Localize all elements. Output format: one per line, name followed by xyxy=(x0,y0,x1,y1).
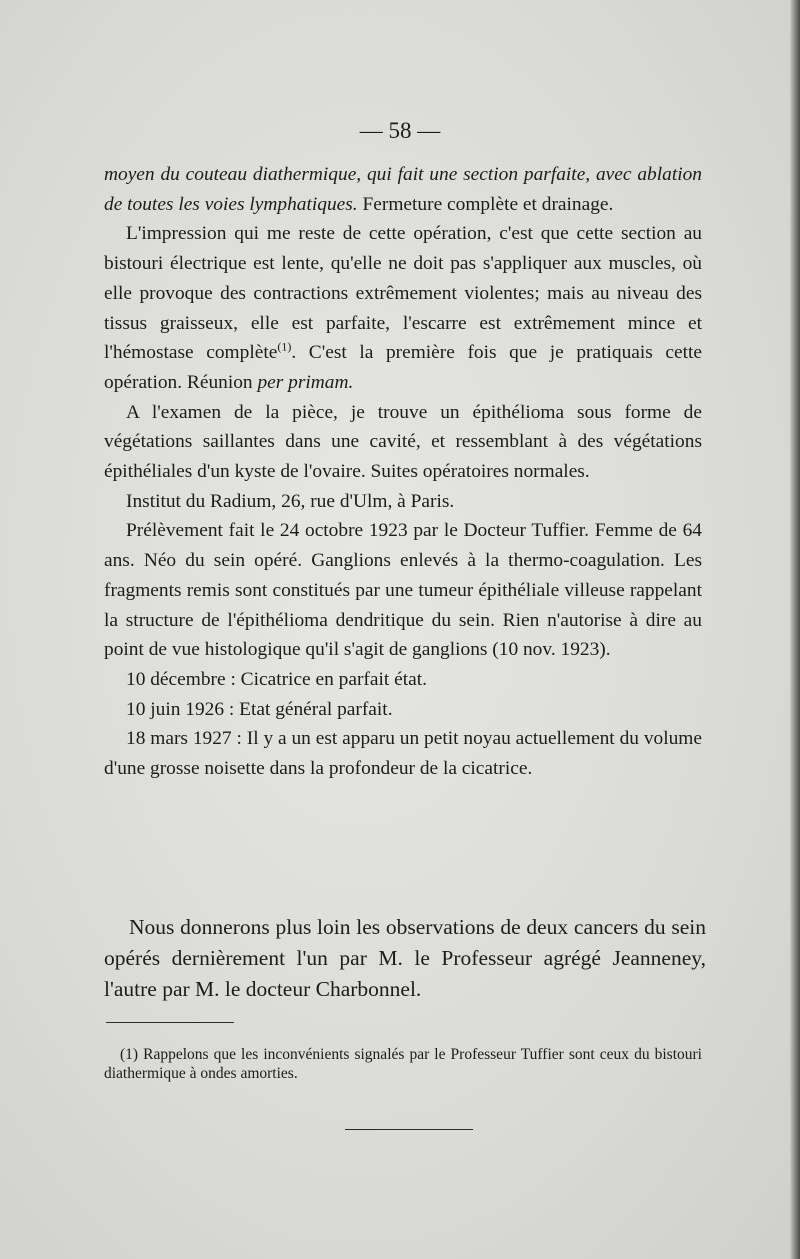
page-number: — 58 — xyxy=(359,118,441,143)
paragraph-4: Institut du Radium, 26, rue d'Ulm, à Paris. xyxy=(126,490,455,512)
closing-paragraph: Nous donnerons plus loin les observations de deux cancers du sein opérés dernièrement l'un par M. le Professeur agrégé Jeanneney, l'autre par M. le docteur Charbonnel. xyxy=(104,915,706,1001)
footnote-separator xyxy=(106,1022,234,1023)
paragraph-1-text: Fermeture complète et drainage. xyxy=(357,193,614,215)
paragraph-2-italic: per primam. xyxy=(257,371,354,393)
end-rule xyxy=(345,1129,473,1130)
paragraph-2 xyxy=(104,219,702,397)
paragraph-3: A l'examen de la pièce, je trouve un épithélioma sous forme de végétations saillantes dans une cavité, et ressemblant à des végétations épithéliales d'un kyste de l'ovaire. Suites opératoires normales. xyxy=(104,401,702,483)
footnote-text: Rappelons que les inconvénients signalés par le Professeur Tuffier sont ceux du bistouri diathermique à ondes amorties. xyxy=(104,1046,702,1082)
paragraph-2-text-continued: . C'est la première fois que je pratiquais cette opération. Réunion xyxy=(104,342,702,393)
page-edge-shadow xyxy=(790,0,800,1259)
body-text xyxy=(104,160,702,784)
paragraph-1 xyxy=(104,160,702,219)
footnote-marker: (1) xyxy=(120,1046,139,1063)
paragraph-6: 10 décembre : Cicatrice en parfait état. xyxy=(126,668,427,690)
footnote-reference: (1) xyxy=(277,339,292,354)
paragraph-8: 18 mars 1927 : Il y a un est apparu un petit noyau actuellement du volume d'une grosse noisette dans la profondeur de la cicatrice. xyxy=(104,728,702,780)
footnote xyxy=(104,1045,702,1083)
paragraph-7: 10 juin 1926 : Etat général parfait. xyxy=(126,698,393,720)
paragraph-5: Prélèvement fait le 24 octobre 1923 par le Docteur Tuffier. Femme de 64 ans. Néo du sein opéré. Ganglions enlevés à la thermo-coagulation. Les fragments remis sont constitués par une tumeur épithéliale villeuse rappelant la structure de l'épithélioma dendritique du sein. Rien n'autorise à dire au point de vue histologique qu'il s'agit de ganglions (10 nov. 1923). xyxy=(104,520,702,661)
paragraph-1-italic: moyen du couteau diathermique, qui fait une section parfaite, avec ablation de toutes les voies lymphatiques. xyxy=(104,164,702,215)
paragraph-2-text: L'impression qui me reste de cette opération, c'est que cette section au bistouri électrique est lente, qu'elle ne doit pas s'appliquer aux muscles, où elle provoque des contractions extrêmement violentes; mais au niveau des tissus graisseux, elle est parfaite, l'escarre est extrêmement mince et l'hémostase complète xyxy=(104,223,702,364)
closing-paragraph-block xyxy=(104,912,706,1005)
